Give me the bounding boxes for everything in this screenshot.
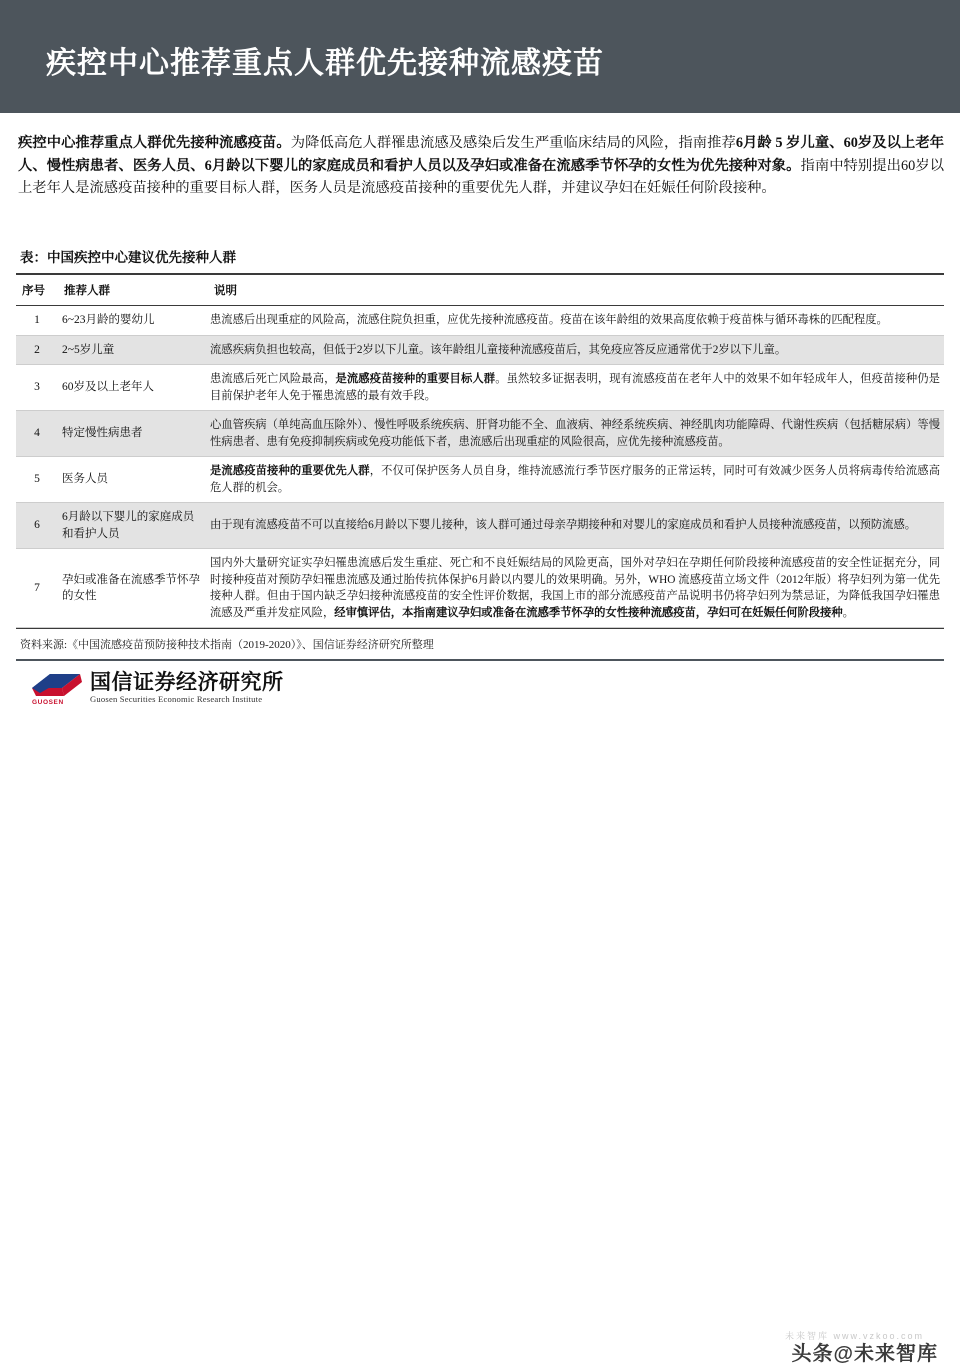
cell-index: 6 (34, 519, 40, 532)
page-title: 疾控中心推荐重点人群优先接种流感疫苗 (46, 46, 604, 80)
cell-description (206, 411, 944, 457)
cell-description (206, 365, 944, 411)
intro-body-1: 为降低高危人群罹患流感及感染后发生严重临床结局的风险，指南推荐 (290, 135, 736, 151)
cell-index: 3 (34, 381, 40, 394)
column-header-group: 推荐人群 (58, 275, 206, 306)
table-row (16, 306, 944, 336)
table-row (16, 365, 944, 411)
cell-description (206, 503, 944, 549)
desc-emphasis: 是流感疫苗接种的重要目标人群 (335, 373, 496, 385)
table-row (16, 503, 944, 549)
table-row (16, 457, 944, 503)
brand-wordmark (90, 671, 284, 705)
desc-emphasis: 是流感疫苗接种的重要优先人群 (210, 465, 370, 477)
desc-text: 患流感后出现重症的风险高，流感住院负担重，应优先接种流感疫苗。疫苗在该年龄组的效果高度依赖于疫苗株与循环毒株的匹配程度。 (210, 314, 888, 326)
table-row (16, 549, 944, 628)
footer (0, 661, 960, 1365)
desc-emphasis: 经审慎评估，本指南建议孕妇或准备在流感季节怀孕的女性接种流感疫苗，孕妇可在妊娠任何阶段接种 (334, 606, 843, 619)
cell-index: 5 (34, 473, 40, 486)
guosen-mark-text: GUOSEN (32, 699, 64, 706)
cell-group: 6~23月龄的婴幼儿 (62, 314, 155, 326)
desc-text: ，不仅可保护医务人员自身，维持流感流行季节医疗服务的正常运转，同时可有效减少医务人员将病毒传给流感高危人群的机会。 (210, 465, 940, 494)
desc-text: 。虽然较多证据表明，现有流感疫苗在老年人中的效果不如年轻成年人，但疫苗接种仍是目前保护老年人免于罹患流感的最有效手段。 (210, 373, 940, 402)
desc-text: 由于现有流感疫苗不可以直接给6月龄以下婴儿接种，该人群可通过母亲孕期接种和对婴儿的家庭成员和看护人员接种流感疫苗，以预防流感。 (210, 519, 917, 532)
cell-description (206, 549, 944, 628)
intro-paragraph (18, 132, 944, 200)
cell-description (206, 457, 944, 503)
intro-body-3: 指南中特别提出60岁以上老年人是流感疫苗接种的重要目标人群，医务人员是流感疫苗接种的重要优先人群，并建议孕妇在妊娠任何阶段接种。 (18, 157, 944, 197)
column-header-desc: 说明 (206, 275, 944, 306)
cell-index: 4 (34, 427, 40, 440)
brand-name-cn: 国信证券经济研究所 (90, 670, 284, 694)
watermark: 头条@未来智库 (791, 1343, 938, 1365)
table-row (16, 335, 944, 365)
table-header-row (16, 275, 944, 306)
cell-group: 医务人员 (62, 473, 108, 486)
desc-text: 心血管疾病（单纯高血压除外）、慢性呼吸系统疾病、肝肾功能不全、血液病、神经系统疾病、神经肌肉功能障碍、代谢性疾病（包括糖尿病）等慢性病患者、患有免疫抑制疾病或免疫功能低下者，患流感后出现重症的风险很高，应优先接种流感疫苗。 (210, 419, 940, 448)
desc-text: 国内外大量研究证实孕妇罹患流感后发生重症、死亡和不良妊娠结局的风险更高，国外对孕妇在孕期任何阶段接种流感疫苗的安全性证据充分，同时接种疫苗对预防孕妇罹患流感及通过胎传抗体保护6月龄以内婴儿的效果明确。另外，WHO 流感疫苗立场文件（2012年版）将孕妇列为第一优先接种人群。但由于国内缺乏孕妇接种流感疫苗的安全性评价数据，我国上市的部分流感疫苗产品说明书仍将孕妇列为禁忌证，为降低我国孕妇罹患流感及严重并发症风险， (210, 557, 940, 619)
watermark-ghost: 未来智库 www.vzkoo.com (784, 1331, 924, 1341)
cell-index: 7 (34, 581, 40, 594)
cell-description (206, 335, 944, 365)
table-body (16, 306, 944, 628)
desc-text: 。 (842, 606, 854, 619)
desc-text: 流感疾病负担也较高，但低于2岁以下儿童。该年龄组儿童接种流感疫苗后，其免疫应答反应通常优于2岁以下儿童。 (210, 343, 787, 356)
intro-bold-2: 6月龄 5 岁儿童、60岁及以上老年人、慢性病患者、医务人员、6月龄以下婴儿的家庭成员和看护人员以及孕妇或准备在流感季节怀孕的女性为优先接种对象。 (18, 135, 945, 174)
cell-group: 孕妇或准备在流感季节怀孕的女性 (62, 573, 200, 602)
column-header-no: 序号 (16, 275, 58, 306)
source-note: 资料来源:《中国流感疫苗预防接种技术指南（2019-2020）》、国信证券经济研究所整理 (20, 639, 434, 651)
table-head (16, 275, 944, 306)
table-row (16, 411, 944, 457)
brand-logo (30, 671, 284, 705)
cell-group: 2~5岁儿童 (62, 343, 115, 356)
cell-group: 60岁及以上老年人 (62, 381, 154, 394)
desc-text: 患流感后死亡风险最高， (210, 373, 336, 385)
priority-groups-table (16, 275, 944, 628)
priority-groups-table-block (16, 244, 944, 652)
table-caption: 表：中国疾控中心建议优先接种人群 (16, 244, 944, 275)
guosen-mark-icon (30, 671, 84, 705)
cell-group: 6月龄以下婴儿的家庭成员和看护人员 (62, 511, 195, 540)
intro-lead-bold: 疾控中心推荐重点人群优先接种流感疫苗。 (18, 135, 291, 151)
cell-group: 特定慢性病患者 (62, 427, 143, 440)
brand-name-en: Guosen Securities Economic Research Institute (90, 694, 263, 704)
cell-index: 2 (34, 343, 40, 356)
slide-title-band (0, 0, 960, 113)
cell-description (206, 306, 944, 336)
cell-index: 1 (34, 314, 40, 326)
